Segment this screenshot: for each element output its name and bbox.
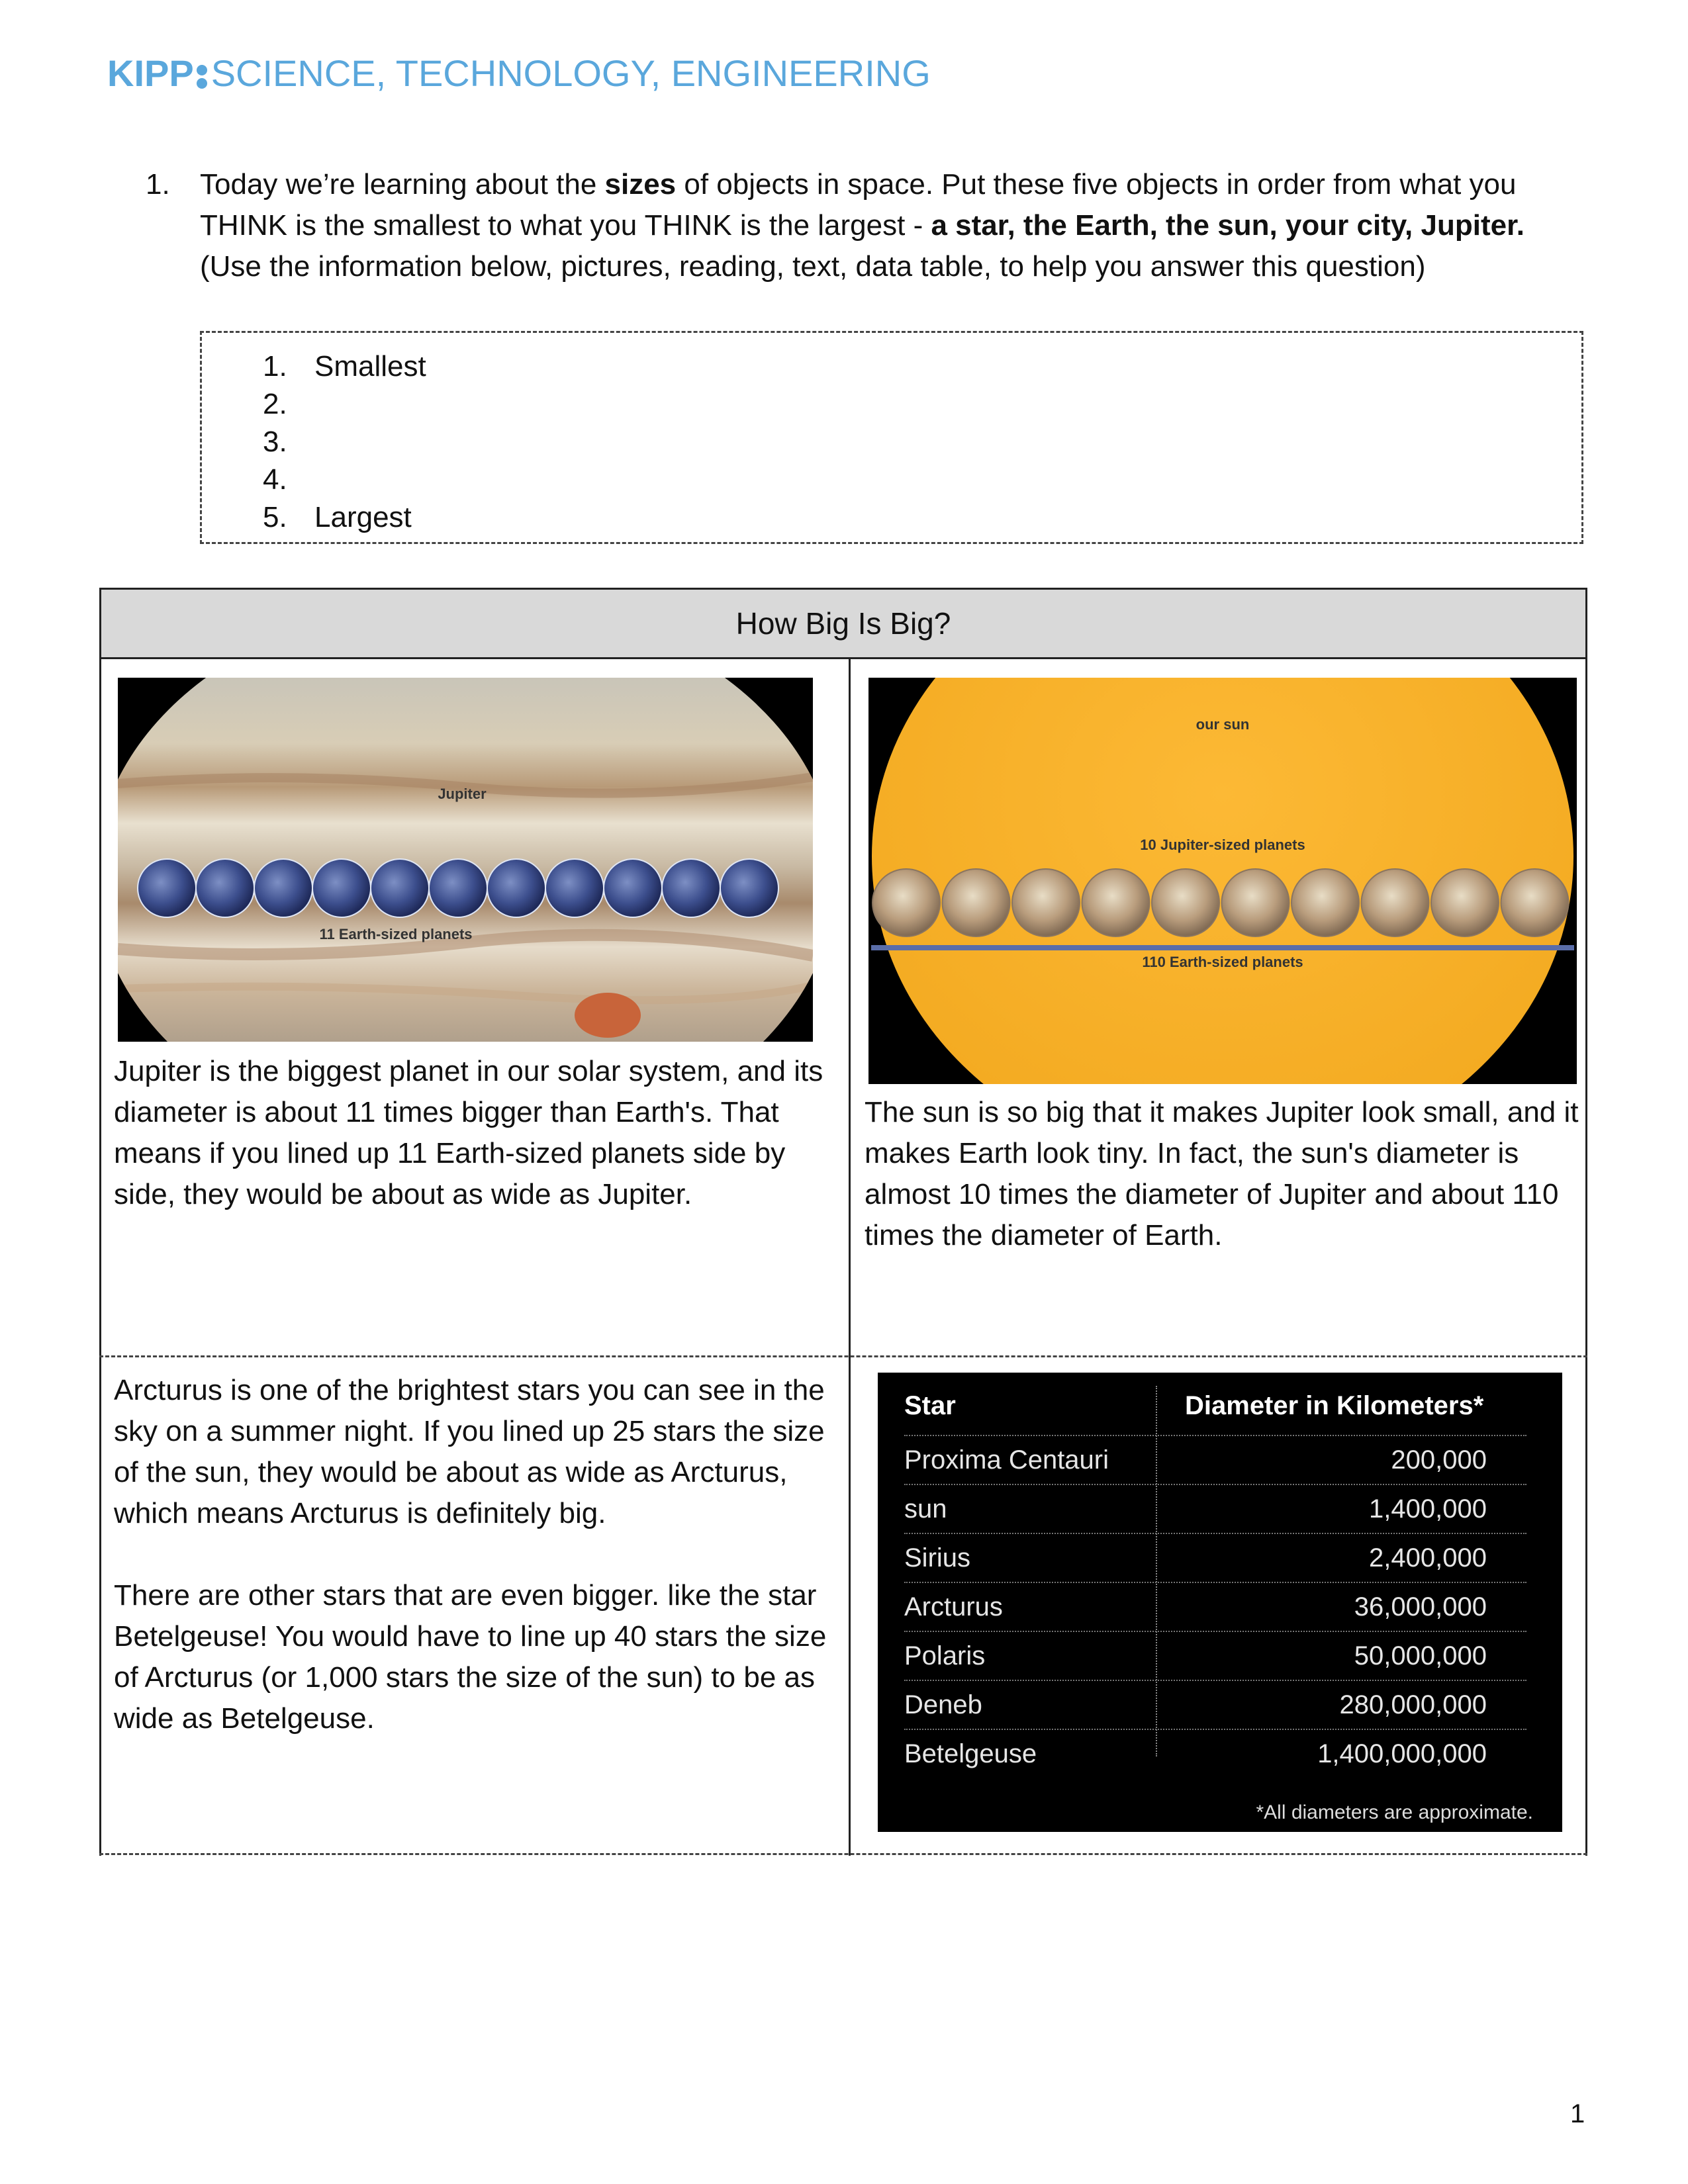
jupiter-earths-image	[118, 678, 813, 1042]
jupiters-label: 10 Jupiter-sized planets	[1140, 837, 1305, 853]
table-left-border	[99, 657, 101, 1856]
jupiter-icon	[1012, 869, 1080, 936]
answer-list	[263, 347, 426, 536]
sun-illustration	[868, 678, 1577, 1084]
earth-icon	[662, 859, 720, 917]
question-number: 1.	[146, 168, 170, 201]
how-big-table	[99, 588, 1587, 1856]
stars-footnote: *All diameters are approximate.	[1256, 1801, 1533, 1823]
header-subtitle: SCIENCE, TECHNOLOGY, ENGINEERING	[211, 52, 931, 94]
answer-label: Smallest	[314, 350, 426, 383]
answer-number: 3.	[263, 426, 287, 458]
table-right-border	[1585, 657, 1587, 1856]
earth-icon	[196, 859, 254, 917]
question-text-part: (Use the information below, pictures, reading, text, data table, to help you answer this question)	[200, 250, 1426, 283]
star-diameter: 280,000,000	[1339, 1690, 1487, 1719]
earth-line	[871, 945, 1574, 950]
answer-item[interactable]	[263, 498, 426, 536]
answer-box[interactable]	[200, 331, 1583, 544]
earth-row	[138, 859, 778, 917]
table-bottom-border	[99, 1853, 1587, 1855]
star-name: Arcturus	[904, 1592, 1003, 1621]
question-text	[200, 164, 1589, 287]
arcturus-text: Arcturus is one of the brightest stars you can see in the sky on a summer night. If you lined up 25 stars the size of the sun, they would be about as wide as Arcturus, which means Arcturus is definitely big.	[114, 1374, 825, 1529]
table-row	[904, 1680, 1526, 1730]
earth-icon	[487, 859, 545, 917]
star-diameter: 1,400,000,000	[1317, 1739, 1487, 1768]
table-row	[904, 1484, 1526, 1534]
jupiter-icon	[943, 869, 1010, 936]
table-row	[904, 1631, 1526, 1681]
question-1	[146, 164, 1589, 287]
question-text-part: of objects in space. Put these five objects in order from what you THINK is the smallest to what you THINK is the largest -	[200, 168, 1517, 242]
star-diameter: 2,400,000	[1369, 1543, 1487, 1572]
jupiter-icon	[1501, 869, 1569, 936]
star-name: Deneb	[904, 1690, 982, 1719]
sun-jupiters-image	[868, 678, 1577, 1084]
star-diameter: 1,400,000	[1369, 1494, 1487, 1524]
star-diameter: 36,000,000	[1354, 1592, 1487, 1621]
table-middle-border	[849, 657, 851, 1856]
earth-icon	[138, 859, 196, 917]
sun-text: The sun is so big that it makes Jupiter look small, and it makes Earth look tiny. In fact, the sun's diameter is almost 10 times the diameter of Jupiter and about 110 times the diameter of Earth.	[865, 1096, 1579, 1251]
great-red-spot	[575, 993, 641, 1038]
table-row	[904, 1582, 1526, 1632]
earth-icon	[312, 859, 371, 917]
jupiter-icon	[872, 869, 940, 936]
stars-diameter-table	[878, 1373, 1562, 1832]
answer-item[interactable]	[263, 461, 426, 498]
table-title: How Big Is Big?	[99, 588, 1587, 659]
jupiter-icon	[1222, 869, 1289, 936]
stars-col-star: Star	[904, 1391, 956, 1420]
row-divider	[99, 1355, 1587, 1357]
arcturus-text-cell	[114, 1370, 842, 1739]
star-diameter: 200,000	[1391, 1445, 1487, 1475]
answer-item[interactable]	[263, 347, 426, 385]
earth-icon	[720, 859, 778, 917]
earth-icon	[371, 859, 429, 917]
answer-number: 4.	[263, 463, 287, 496]
jupiter-icon	[1152, 869, 1219, 936]
question-bold-objects: a star, the Earth, the sun, your city, Jupiter.	[931, 209, 1524, 242]
answer-number: 2.	[263, 388, 287, 420]
star-name: Proxima Centauri	[904, 1445, 1109, 1475]
star-name: Sirius	[904, 1543, 971, 1572]
jupiter-icon	[1362, 869, 1429, 936]
jupiter-text-cell	[114, 1051, 842, 1215]
answer-item[interactable]	[263, 385, 426, 423]
sun-text-cell	[865, 1092, 1579, 1256]
table-row	[904, 1533, 1526, 1583]
table-row	[904, 1729, 1526, 1779]
jupiter-icon	[1082, 869, 1150, 936]
jupiter-icon	[1431, 869, 1499, 936]
betelgeuse-text: There are other stars that are even bigger. like the star Betelgeuse! You would have to line up 40 stars the size of Arcturus (or 1,000 stars the size of the sun) to be as wide as Betelgeuse.	[114, 1579, 827, 1735]
star-name: sun	[904, 1494, 947, 1524]
earth-icon	[254, 859, 312, 917]
answer-item[interactable]	[263, 423, 426, 461]
table-row	[904, 1435, 1526, 1485]
earth-icon	[429, 859, 487, 917]
star-name: Betelgeuse	[904, 1739, 1037, 1768]
jupiter-text: Jupiter is the biggest planet in our solar system, and its diameter is about 11 times bigger than Earth's. That means if you lined up 11 Earth-sized planets side by side, they would be about as wide as Jupiter.	[114, 1055, 823, 1210]
question-bold-sizes: sizes	[604, 168, 677, 201]
answer-number: 1.	[263, 350, 287, 383]
jupiter-label: Jupiter	[438, 786, 487, 802]
star-name: Polaris	[904, 1641, 986, 1670]
answer-label: Largest	[314, 501, 412, 533]
answer-number: 5.	[263, 501, 287, 533]
earth-icon	[545, 859, 604, 917]
question-text-part: Today we’re learning about the	[200, 168, 605, 201]
earth-icon	[604, 859, 662, 917]
brand-logo: KIPP	[107, 52, 194, 94]
earths-line-label: 110 Earth-sized planets	[1142, 954, 1303, 970]
star-diameter: 50,000,000	[1354, 1641, 1487, 1670]
stars-col-diameter: Diameter in Kilometers*	[1185, 1391, 1484, 1420]
earths-label: 11 Earth-sized planets	[319, 926, 473, 942]
jupiter-icon	[1291, 869, 1359, 936]
jupiter-illustration	[118, 678, 813, 1042]
logo-colon-icon	[195, 58, 209, 89]
page-number: 1	[1570, 2099, 1585, 2128]
sun-label: our sun	[1196, 716, 1250, 733]
document-header	[107, 52, 931, 95]
